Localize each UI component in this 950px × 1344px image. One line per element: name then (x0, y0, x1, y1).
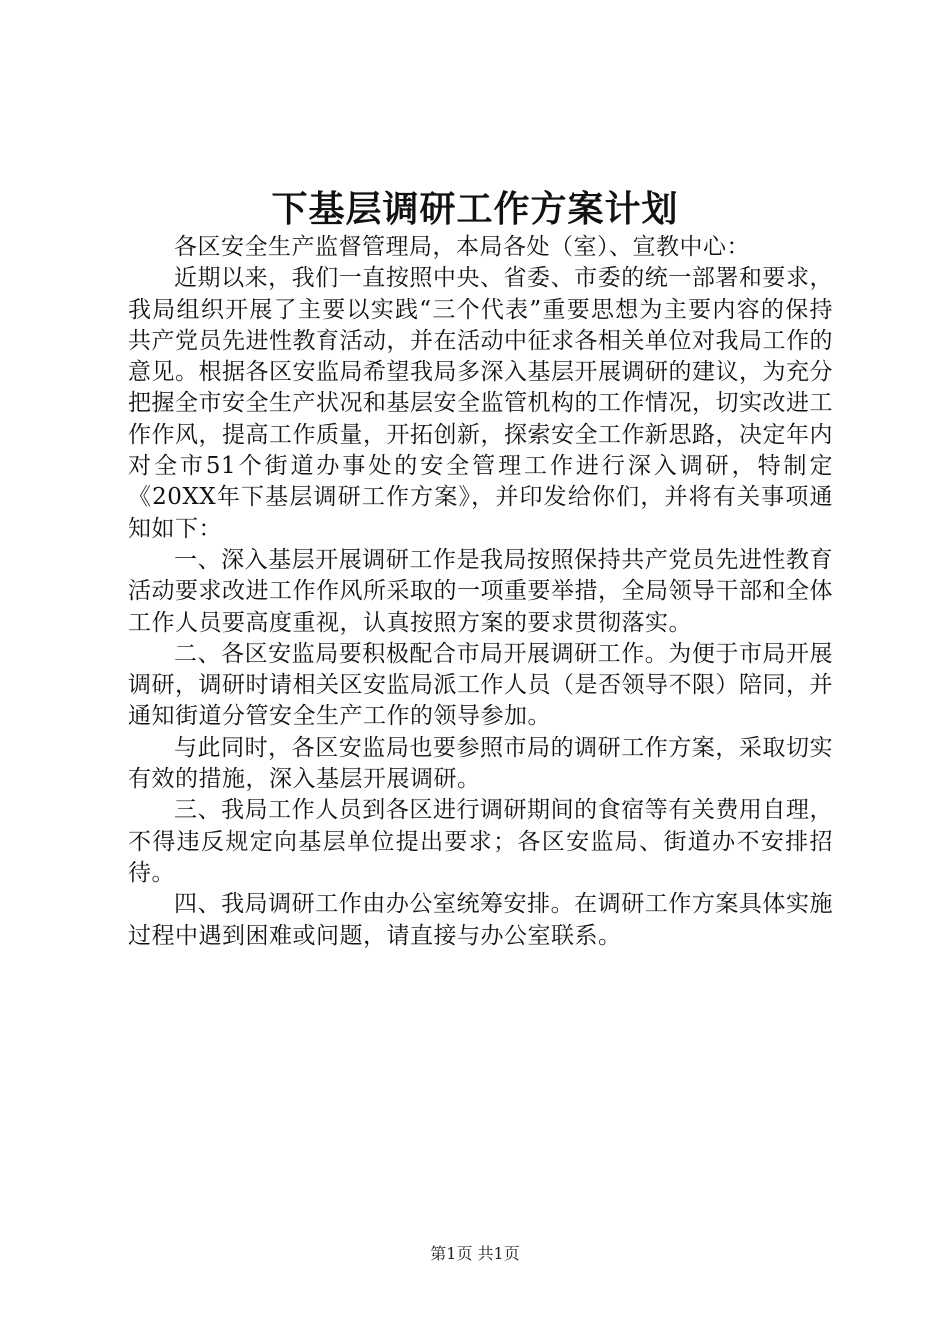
body-paragraph-item-1: 一、深入基层开展调研工作是我局按照保持共产党员先进性教育活动要求改进工作作风所采取的一项重要举措，全局领导干部和全体工作人员要高度重视，认真按照方案的要求贯彻落实。 (128, 546, 833, 636)
page-number-footer: 第1页 共1页 (430, 1244, 520, 1263)
body-paragraph-item-4: 四、我局调研工作由办公室统筹安排。在调研工作方案具体实施过程中遇到困难或问题，请直接与办公室联系。 (128, 891, 833, 949)
document-title: 下基层调研工作方案计划 (271, 188, 679, 230)
body-paragraph-item-2-cont: 与此同时，各区安监局也要参照市局的调研工作方案，采取切实有效的措施，深入基层开展调研。 (128, 734, 833, 793)
body-paragraph-item-2: 二、各区安监局要积极配合市局开展调研工作。为便于市局开展调研，调研时请相关区安监局派工作人员（是否领导不限）陪同，并通知街道分管安全生产工作的领导参加。 (128, 640, 833, 730)
document-body (128, 232, 833, 952)
body-paragraph-item-3: 三、我局工作人员到各区进行调研期间的食宿等有关费用自理，不得违反规定向基层单位提出要求；各区安监局、街道办不安排招待。 (128, 797, 833, 886)
body-paragraph-intro: 近期以来，我们一直按照中央、省委、市委的统一部署和要求，我局组织开展了主要以实践“三个代表”重要思想为主要内容的保持共产党员先进性教育活动，并在活动中征求各相关单位对我局工作的意见。根据各区安监局希望我局多深入基层开展调研的建议，为充分把握全市安全生产状况和基层安全监管机构的工作情况，切实改进工作作风，提高工作质量，开拓创新，探索安全工作新思路，决定年内对全市51个街道办事处的安全管理工作进行深入调研，特制定《20XX年下基层调研工作方案》，并印发给你们，并将有关事项通知如下： (128, 265, 833, 542)
salutation-paragraph: 各区安全生产监督管理局，本局各处（室）、宣教中心： (174, 234, 750, 260)
